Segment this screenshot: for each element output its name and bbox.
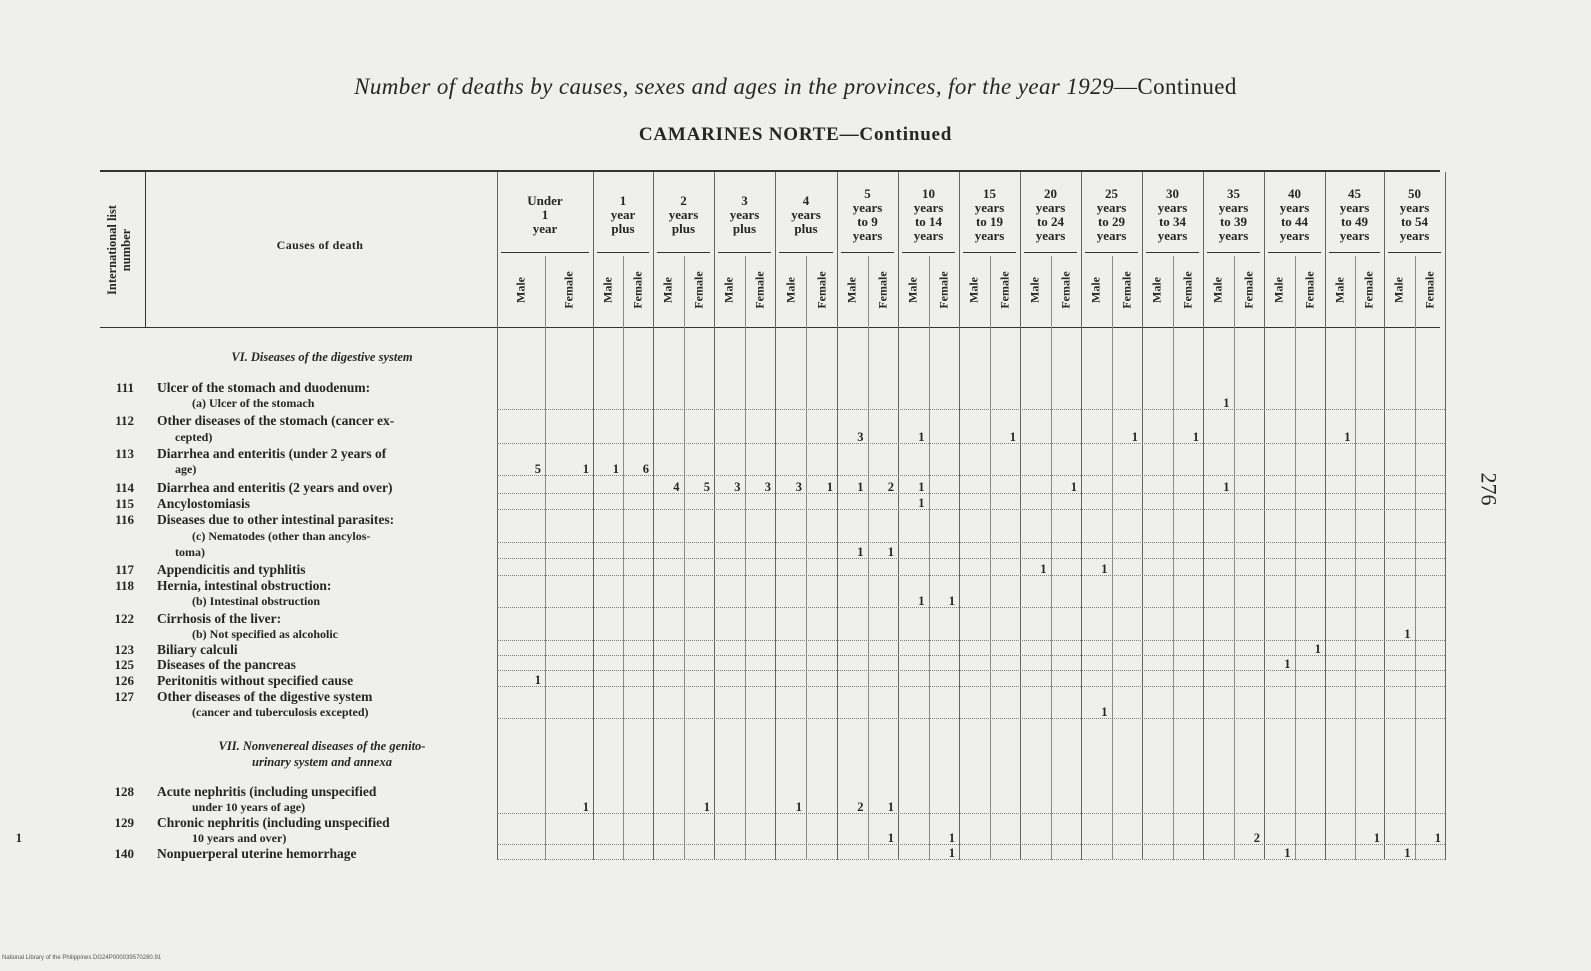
cause-of-death: Nonpuerperal uterine hemorrhage (157, 846, 357, 861)
cause-of-death: (a) Ulcer of the stomach (192, 396, 315, 410)
cause-of-death: Diarrhea and enteritis (under 2 years of (157, 446, 387, 461)
age-head-underline (1268, 252, 1321, 253)
dot-leader (497, 509, 1445, 510)
list-number-divider (145, 172, 146, 327)
age-head-underline (963, 252, 1016, 253)
list-number: 118 (115, 578, 134, 593)
age-head-underline (779, 252, 833, 253)
death-count: 2 (887, 480, 894, 494)
death-count: 1 (887, 545, 894, 559)
female-column-header: Female (1058, 271, 1073, 309)
female-column-header: Female (1119, 271, 1134, 309)
dot-leader (497, 640, 1445, 641)
cause-of-death: cepted) (175, 430, 213, 444)
cause-of-death: Peritonitis without specified cause (157, 673, 354, 688)
age-head-underline (1388, 252, 1441, 253)
death-count: 1 (1040, 562, 1047, 576)
female-column-header: Female (1361, 271, 1376, 309)
death-count: 1 (948, 846, 955, 860)
female-column-header: Female (1241, 271, 1256, 309)
age-head-underline (657, 252, 710, 253)
age-head-underline (1207, 252, 1260, 253)
group-title-digestive: VI. Diseases of the digestive system (231, 350, 413, 364)
cause-of-death: (c) Nematodes (other than ancylos- (192, 529, 371, 543)
death-count: 1 (826, 480, 833, 494)
death-count: 1 (918, 496, 925, 510)
list-number: 114 (115, 480, 134, 495)
age-group-header: 45 years to 49 years (1339, 186, 1370, 243)
death-count: 1 (1101, 705, 1108, 719)
male-column-header: Male (721, 277, 736, 303)
list-number: 129 (114, 815, 134, 830)
dot-leader (497, 607, 1445, 608)
age-group-header: 40 years to 44 years (1279, 186, 1310, 243)
dot-leader (497, 493, 1445, 494)
death-count: 1 (1284, 846, 1291, 860)
age-column-rule (1445, 172, 1446, 860)
death-count: 1 (1373, 831, 1380, 845)
age-group-header: Under 1 year (527, 193, 563, 236)
male-column-header: Male (660, 277, 675, 303)
age-group-header: 5 years to 9 years (852, 186, 883, 243)
list-number-header: International list number (105, 205, 133, 295)
age-head-underline (1146, 252, 1199, 253)
age-head-underline (1329, 252, 1380, 253)
death-count: 1 (948, 831, 955, 845)
list-number: 112 (115, 413, 134, 428)
death-count: 1 (1192, 430, 1199, 444)
cause-of-death: under 10 years of age) (192, 800, 306, 814)
death-count: 1 (887, 800, 894, 814)
list-number: 116 (115, 512, 134, 527)
death-count: 4 (673, 480, 680, 494)
death-count: 3 (764, 480, 771, 494)
header-bottom-rule (100, 327, 1440, 328)
female-column-header: Female (1180, 271, 1195, 309)
age-head-underline (718, 252, 771, 253)
age-group-header: 25 years to 29 years (1096, 186, 1127, 243)
male-column-header: Male (783, 277, 797, 303)
death-count: 1 (918, 480, 925, 494)
cause-of-death: age) (175, 462, 197, 476)
list-number: 128 (114, 784, 134, 799)
death-count: 2 (857, 800, 864, 814)
death-count: 2 (1253, 831, 1260, 845)
list-number: 117 (115, 562, 134, 577)
group-title-genitourinary: VII. Nonvenereal diseases of the genito- urinary system and annexa (218, 739, 426, 769)
age-group-header: 35 years to 39 years (1218, 186, 1249, 243)
causes-header: Causes of death (276, 238, 364, 252)
page-title-main: Number of deaths by causes, sexes and ages in the provinces, for the year 1929 (354, 74, 1114, 99)
female-column-header: Female (997, 271, 1012, 309)
cause-of-death: Diseases due to other intestinal parasites: (157, 512, 395, 527)
death-count: 3 (795, 480, 802, 494)
death-count: 1 (1404, 846, 1411, 860)
age-group-header: 50 years to 54 years (1399, 186, 1430, 243)
female-column-header: Female (752, 271, 767, 309)
death-count: 1 (1434, 831, 1441, 845)
death-count: 3 (734, 480, 741, 494)
cause-of-death: Other diseases of the digestive system (157, 689, 373, 704)
death-count: 6 (642, 462, 649, 476)
cause-of-death: Diarrhea and enteritis (2 years and over) (157, 480, 393, 495)
footer-source-line: National Library of the Philippines DG24P000039570280.91 (2, 955, 162, 961)
death-count: 1 (1101, 562, 1108, 576)
cause-of-death: Ancylostomiasis (157, 496, 251, 511)
age-group-header: 4 years plus (791, 193, 821, 236)
male-column-header: Male (1149, 277, 1164, 303)
death-count: 1 (857, 545, 864, 559)
female-column-header: Female (561, 271, 576, 309)
dot-leader (497, 575, 1445, 576)
page-title-continued: —Continued (1113, 74, 1237, 99)
male-column-header: Male (1271, 277, 1286, 303)
list-number: 126 (114, 673, 134, 688)
death-count: 1 (612, 462, 619, 476)
age-head-underline (902, 252, 955, 253)
list-number: 140 (114, 846, 134, 861)
cause-of-death: Chronic nephritis (including unspecified (157, 815, 390, 830)
list-number: 127 (114, 689, 134, 704)
male-column-header: Male (1088, 277, 1103, 303)
cause-of-death: toma) (175, 545, 205, 559)
death-count: 1 (1404, 627, 1411, 641)
death-count: 1 (1070, 480, 1077, 494)
page-title (0, 74, 1591, 100)
death-count: 1 (15, 831, 22, 845)
death-count: 1 (857, 480, 864, 494)
dot-leader (497, 670, 1445, 671)
female-column-header: Female (1422, 271, 1437, 309)
age-group-header: 10 years to 14 years (913, 186, 944, 243)
dot-leader (497, 542, 1445, 543)
cause-of-death: (b) Intestinal obstruction (192, 594, 321, 608)
death-count: 1 (703, 800, 710, 814)
male-column-header: Male (1027, 277, 1042, 303)
province-heading: CAMARINES NORTE—Continued (638, 124, 953, 145)
cause-of-death: Other diseases of the stomach (cancer ex- (157, 413, 395, 428)
dot-leader (497, 718, 1445, 719)
dot-leader (497, 813, 1445, 814)
age-head-underline (501, 252, 589, 253)
dot-leader (497, 558, 1445, 559)
list-number: 123 (114, 642, 134, 657)
death-count: 1 (887, 831, 894, 845)
death-count: 1 (1314, 642, 1321, 656)
male-column-header: Male (1332, 277, 1347, 303)
dot-leader (497, 409, 1445, 410)
age-head-underline (841, 252, 894, 253)
male-column-header: Male (1210, 277, 1225, 303)
death-count: 1 (1009, 430, 1016, 444)
death-count: 1 (918, 430, 925, 444)
death-count: 1 (534, 673, 541, 687)
female-column-header: Female (1302, 271, 1317, 309)
death-count: 1 (1284, 657, 1291, 671)
cause-of-death: 10 years and over) (192, 831, 287, 845)
cause-of-death: Diseases of the pancreas (157, 657, 296, 672)
dot-leader (497, 844, 1445, 845)
age-group-header: 2 years plus (668, 193, 699, 236)
female-column-header: Female (630, 271, 645, 309)
dot-leader (497, 443, 1445, 444)
age-group-header: 3 years plus (729, 193, 760, 236)
death-count: 3 (857, 430, 864, 444)
female-column-header: Female (691, 271, 706, 309)
age-group-header: 15 years to 19 years (974, 186, 1005, 243)
cause-of-death: (cancer and tuberculosis excepted) (192, 705, 369, 719)
female-column-header: Female (936, 271, 951, 309)
death-count: 1 (582, 462, 589, 476)
list-number: 125 (114, 657, 134, 672)
age-head-underline (1085, 252, 1138, 253)
cause-of-death: Biliary calculi (157, 642, 238, 657)
cause-of-death: Cirrhosis of the liver: (157, 611, 282, 626)
male-column-header: Male (513, 277, 528, 303)
dot-leader (497, 859, 1445, 860)
age-head-underline (1024, 252, 1077, 253)
death-count: 5 (703, 480, 710, 494)
male-column-header: Male (966, 277, 981, 303)
death-count: 1 (918, 594, 925, 608)
cause-of-death: Ulcer of the stomach and duodenum: (157, 380, 371, 395)
female-column-header: Female (814, 271, 828, 309)
death-count: 1 (1223, 396, 1230, 410)
death-count: 1 (795, 800, 802, 814)
death-count: 1 (1223, 480, 1230, 494)
cause-of-death: Acute nephritis (including unspecified (157, 784, 377, 799)
list-number: 122 (114, 611, 134, 626)
table-top-rule (100, 170, 1440, 172)
cause-of-death: Appendicitis and typhlitis (157, 562, 306, 577)
death-count: 1 (1131, 430, 1138, 444)
male-column-header: Male (905, 277, 920, 303)
age-group-header: 30 years to 34 years (1157, 186, 1188, 243)
age-group-header: 1 year plus (610, 193, 636, 236)
female-column-header: Female (875, 271, 890, 309)
cause-of-death: Hernia, intestinal obstruction: (157, 578, 332, 593)
list-number: 111 (115, 380, 134, 395)
death-count: 1 (1344, 430, 1351, 444)
male-column-header: Male (1391, 277, 1406, 303)
age-group-header: 20 years to 24 years (1035, 186, 1066, 243)
death-count: 1 (948, 594, 955, 608)
page-number: 276 (1476, 472, 1502, 506)
list-number: 113 (115, 446, 134, 461)
age-head-underline (597, 252, 649, 253)
cause-of-death: (b) Not specified as alcoholic (192, 627, 338, 641)
male-column-header: Male (844, 277, 859, 303)
death-count: 5 (534, 462, 541, 476)
dot-leader (497, 686, 1445, 687)
death-count: 1 (582, 800, 589, 814)
list-number: 115 (115, 496, 134, 511)
male-column-header: Male (600, 277, 615, 303)
